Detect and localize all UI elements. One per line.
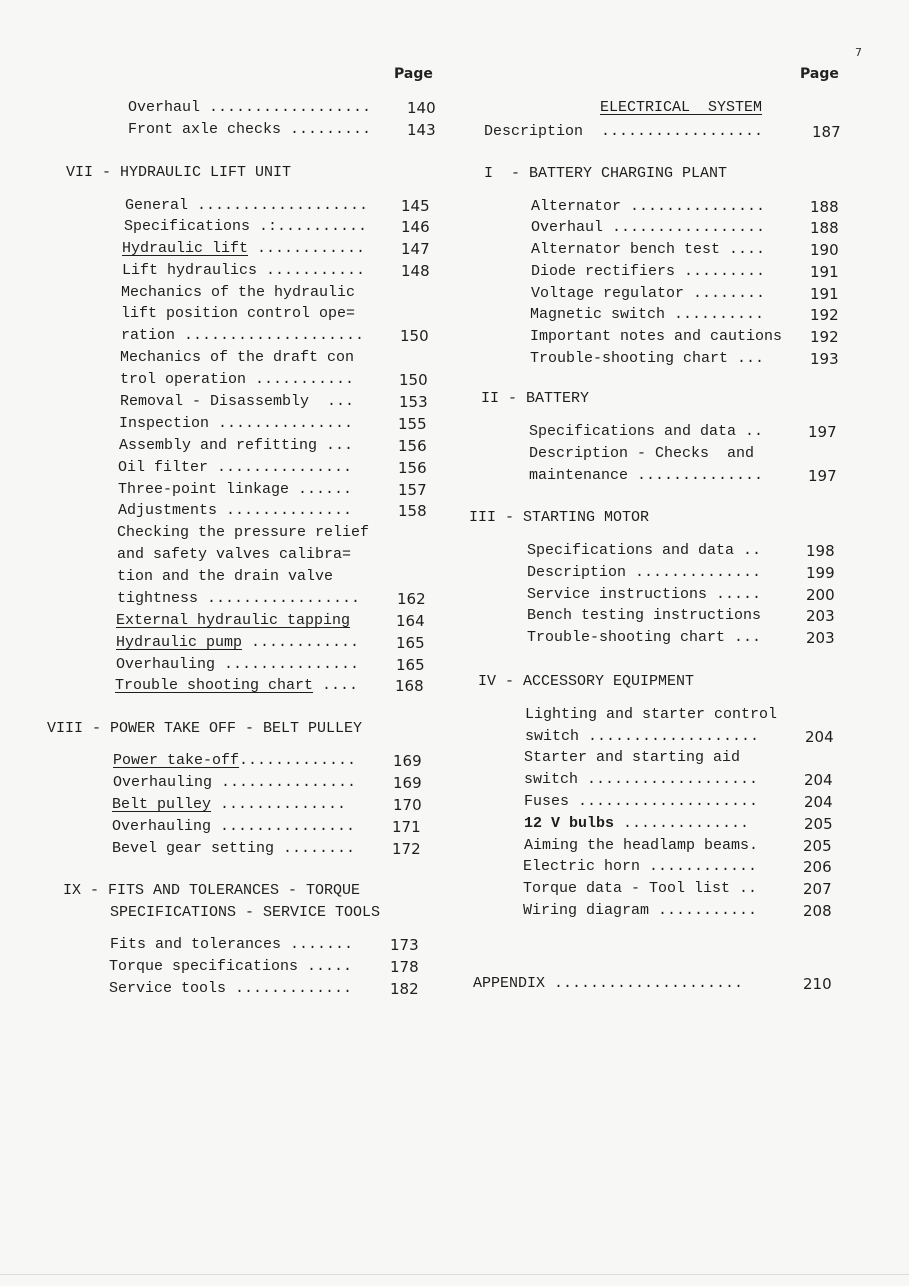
toc-leader: ............ bbox=[242, 634, 360, 651]
toc-page: 145 bbox=[401, 197, 430, 215]
toc-entry: Lift hydraulics ........... bbox=[122, 262, 366, 279]
toc-page: 172 bbox=[392, 840, 421, 858]
toc-page: 169 bbox=[393, 774, 422, 792]
toc-entry: Voltage regulator ........ bbox=[531, 285, 766, 302]
toc-page: 204 bbox=[804, 771, 833, 789]
section-heading: III - STARTING MOTOR bbox=[469, 509, 650, 526]
toc-entry: Electric horn ............ bbox=[523, 858, 758, 875]
toc-entry-title: Power take-off bbox=[113, 752, 240, 769]
toc-entry-title: Hydraulic pump bbox=[116, 634, 243, 651]
toc-entry: Oil filter ............... bbox=[118, 459, 353, 476]
toc-page: 203 bbox=[806, 629, 835, 647]
toc-page: 178 bbox=[390, 958, 419, 976]
toc-entry: switch ................... bbox=[524, 771, 759, 788]
toc-page: 204 bbox=[804, 793, 833, 811]
toc-entry: Overhaul .................. bbox=[128, 99, 372, 116]
toc-page: 155 bbox=[398, 415, 427, 433]
toc-entry: Starter and starting aid bbox=[524, 749, 741, 766]
toc-page: 197 bbox=[808, 467, 837, 485]
toc-page: 150 bbox=[399, 371, 428, 389]
toc-page: 204 bbox=[805, 728, 834, 746]
toc-entry: APPENDIX ..................... bbox=[473, 975, 744, 992]
toc-entry: Description .................. bbox=[484, 123, 764, 140]
toc-entry: Mechanics of the hydraulic bbox=[121, 284, 356, 301]
toc-entry: and safety valves calibra= bbox=[117, 546, 352, 563]
toc-entry: Inspection ............... bbox=[119, 415, 354, 432]
toc-page: 147 bbox=[401, 240, 430, 258]
toc-entry: Magnetic switch .......... bbox=[530, 306, 765, 323]
toc-page: 190 bbox=[810, 241, 839, 259]
toc-entry: switch ................... bbox=[525, 728, 760, 745]
toc-entry: Alternator bench test .... bbox=[531, 241, 766, 258]
toc-entry bbox=[524, 815, 749, 833]
section-heading: I - BATTERY CHARGING PLANT bbox=[484, 165, 728, 182]
toc-page: 140 bbox=[407, 99, 436, 117]
toc-entry: Important notes and cautions bbox=[530, 328, 783, 345]
toc-entry: lift position control ope= bbox=[121, 305, 356, 322]
toc-leader: ............. bbox=[239, 752, 357, 769]
toc-page: 198 bbox=[806, 542, 835, 560]
toc-page: 191 bbox=[810, 285, 839, 303]
toc-page: 158 bbox=[398, 502, 427, 520]
toc-page: 165 bbox=[396, 656, 425, 674]
toc-entry: Specifications and data .. bbox=[527, 542, 762, 559]
section-heading: VII - HYDRAULIC LIFT UNIT bbox=[66, 164, 292, 181]
toc-entry: Three-point linkage ...... bbox=[118, 481, 353, 498]
toc-leader: .... bbox=[313, 677, 359, 694]
toc-page: 203 bbox=[806, 607, 835, 625]
scan-edge bbox=[0, 1274, 909, 1275]
toc-entry: Removal - Disassembly ... bbox=[120, 393, 355, 410]
toc-page: 171 bbox=[392, 818, 421, 836]
toc-entry: Bevel gear setting ........ bbox=[112, 840, 356, 857]
toc-entry: Mechanics of the draft con bbox=[120, 349, 355, 366]
toc-page: 205 bbox=[804, 815, 833, 833]
toc-page: 207 bbox=[803, 880, 832, 898]
page-column-label-left: Page bbox=[394, 66, 433, 82]
toc-page: 156 bbox=[398, 459, 427, 477]
toc-entry: Service tools ............. bbox=[109, 980, 353, 997]
toc-entry: Fuses .................... bbox=[524, 793, 759, 810]
section-heading: ELECTRICAL SYSTEM bbox=[600, 99, 763, 116]
toc-entry: Wiring diagram ........... bbox=[523, 902, 758, 919]
toc-page: 200 bbox=[806, 586, 835, 604]
toc-page: 165 bbox=[396, 634, 425, 652]
toc-entry: Overhauling ............... bbox=[116, 656, 360, 673]
toc-entry: ration .................... bbox=[121, 327, 365, 344]
toc-entry: Specifications .:.......... bbox=[124, 218, 368, 235]
toc-page: 187 bbox=[812, 123, 841, 141]
toc-page: 143 bbox=[407, 121, 436, 139]
toc-page: 157 bbox=[398, 481, 427, 499]
toc-entry: Torque data - Tool list .. bbox=[523, 880, 758, 897]
toc-page: 208 bbox=[803, 902, 832, 920]
toc-entry-title: Belt pulley bbox=[112, 796, 212, 813]
section-heading: SPECIFICATIONS - SERVICE TOOLS bbox=[110, 904, 381, 921]
toc-entry-title: Hydraulic lift bbox=[122, 240, 249, 257]
toc-entry bbox=[113, 752, 356, 770]
toc-entry: Alternator ............... bbox=[531, 198, 766, 215]
toc-page: 168 bbox=[395, 677, 424, 695]
toc-entry: tightness ................. bbox=[117, 590, 361, 607]
toc-leader: .............. bbox=[614, 815, 750, 832]
toc-entry: maintenance .............. bbox=[529, 467, 764, 484]
toc-page: 197 bbox=[808, 423, 837, 441]
section-heading: IV - ACCESSORY EQUIPMENT bbox=[478, 673, 695, 690]
toc-entry: Aiming the headlamp beams. bbox=[524, 837, 759, 854]
page-number: 7 bbox=[855, 46, 862, 59]
toc-leader: ............ bbox=[248, 240, 366, 257]
toc-page: 169 bbox=[393, 752, 422, 770]
toc-page: 164 bbox=[396, 612, 425, 630]
section-heading: IX - FITS AND TOLERANCES - TORQUE bbox=[63, 882, 361, 899]
toc-entry: Adjustments .............. bbox=[118, 502, 353, 519]
toc-entry: Fits and tolerances ....... bbox=[110, 936, 354, 953]
toc-entry: Trouble-shooting chart ... bbox=[527, 629, 762, 646]
toc-page: 193 bbox=[810, 350, 839, 368]
toc-entry bbox=[122, 240, 365, 258]
toc-entry: Specifications and data .. bbox=[529, 423, 764, 440]
toc-page: 182 bbox=[390, 980, 419, 998]
toc-entry: Service instructions ..... bbox=[527, 586, 762, 603]
toc-page: 188 bbox=[810, 219, 839, 237]
toc-entry: Bench testing instructions bbox=[527, 607, 762, 624]
toc-page: 170 bbox=[393, 796, 422, 814]
toc-entry: tion and the drain valve bbox=[117, 568, 334, 585]
toc-entry: Torque specifications ..... bbox=[109, 958, 353, 975]
toc-entry: Front axle checks ......... bbox=[128, 121, 372, 138]
toc-page: 191 bbox=[810, 263, 839, 281]
toc-entry bbox=[115, 677, 358, 695]
toc-entry: Trouble-shooting chart ... bbox=[530, 350, 765, 367]
toc-entry: External hydraulic tapping bbox=[116, 612, 351, 629]
toc-entry-title: Trouble shooting chart bbox=[115, 677, 314, 694]
toc-page: 188 bbox=[810, 198, 839, 216]
toc-entry: Checking the pressure relief bbox=[117, 524, 370, 541]
toc-page: 148 bbox=[401, 262, 430, 280]
toc-page: 150 bbox=[400, 327, 429, 345]
toc-entry: Description .............. bbox=[527, 564, 762, 581]
toc-entry: General ................... bbox=[125, 197, 369, 214]
toc-leader: .............. bbox=[211, 796, 347, 813]
toc-entry: Assembly and refitting ... bbox=[119, 437, 354, 454]
toc-page: 153 bbox=[399, 393, 428, 411]
toc-entry: Diode rectifiers ......... bbox=[531, 263, 766, 280]
toc-entry bbox=[116, 634, 359, 652]
toc-page: 146 bbox=[401, 218, 430, 236]
toc-page: 206 bbox=[803, 858, 832, 876]
toc-page: 192 bbox=[810, 306, 839, 324]
page-column-label-right: Page bbox=[800, 66, 839, 82]
toc-entry: Overhauling ............... bbox=[113, 774, 357, 791]
section-heading: II - BATTERY bbox=[481, 390, 590, 407]
toc-page: 210 bbox=[803, 975, 832, 993]
toc-entry: Lighting and starter control bbox=[525, 706, 778, 723]
toc-page: 162 bbox=[397, 590, 426, 608]
toc-page: 205 bbox=[803, 837, 832, 855]
toc-page: 199 bbox=[806, 564, 835, 582]
toc-page: 173 bbox=[390, 936, 419, 954]
toc-entry: Overhaul ................. bbox=[531, 219, 766, 236]
toc-entry: Overhauling ............... bbox=[112, 818, 356, 835]
toc-entry bbox=[112, 796, 346, 814]
toc-entry-title: 12 V bulbs bbox=[524, 815, 615, 832]
toc-entry: trol operation ........... bbox=[120, 371, 355, 388]
toc-page: 156 bbox=[398, 437, 427, 455]
toc-entry: Description - Checks and bbox=[529, 445, 755, 462]
section-heading: VIII - POWER TAKE OFF - BELT PULLEY bbox=[47, 720, 363, 737]
toc-page: 192 bbox=[810, 328, 839, 346]
